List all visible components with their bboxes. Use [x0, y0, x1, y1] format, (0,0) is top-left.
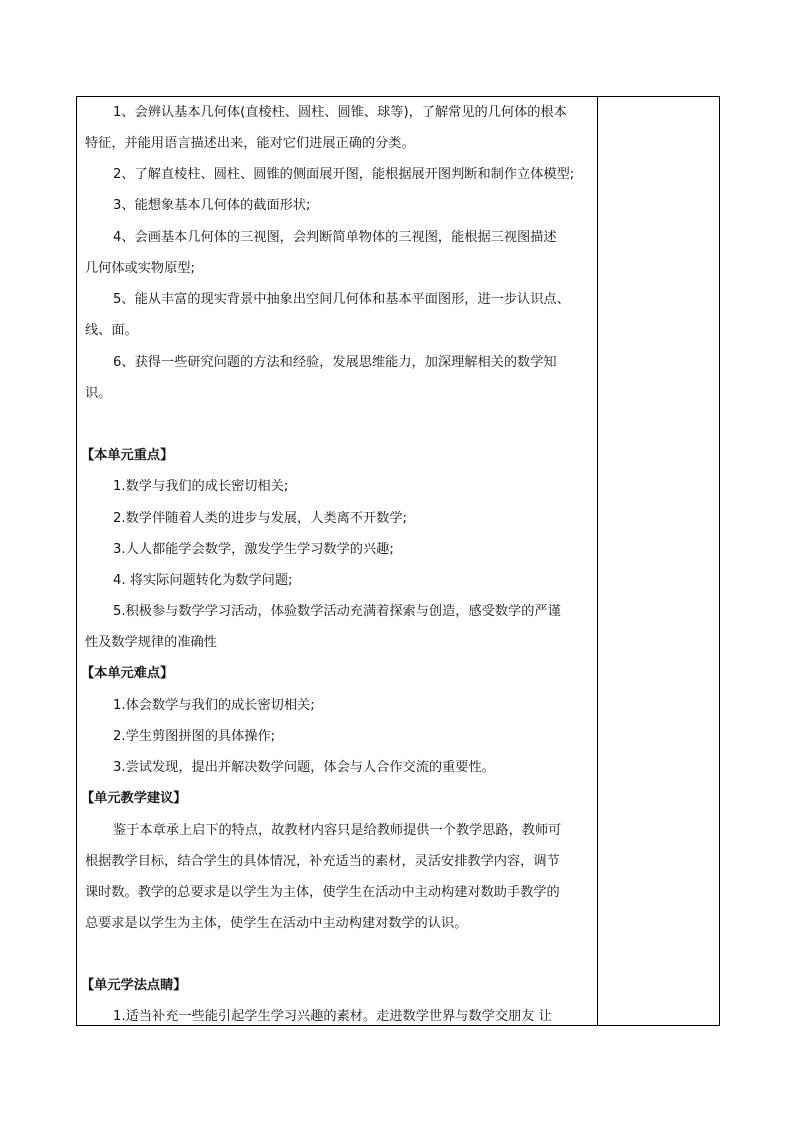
objective-line: 几何体或实物原型;: [85, 261, 195, 276]
difficulties-heading: 【本单元难点】: [81, 666, 174, 681]
objective-line: 1、会辨认基本几何体(直棱柱、圆柱、圆锥、球等)，了解常见的几何体的根本: [113, 105, 567, 120]
difficulty-line: 2.学生剪图拼图的具体操作;: [113, 729, 276, 744]
key-point-line: 4. 将实际问题转化为数学问题;: [113, 573, 293, 588]
objective-line: 6、获得一些研究问题的方法和经验，发展思维能力，加深理解相关的数学知: [113, 355, 557, 370]
objective-line: 特征，并能用语言描述出来，能对它们进展正确的分类。: [85, 136, 415, 151]
method-line: 1.适当补充一些能引起学生学习兴趣的素材。走进数学世界与数学交朋友 让: [113, 1009, 552, 1024]
objective-line: 5、能从丰富的现实背景中抽象出空间几何体和基本平面图形，进一步认识点、: [113, 292, 570, 307]
objective-line: 3、能想象基本几何体的截面形状;: [113, 198, 311, 213]
suggestions-heading: 【单元教学建议】: [81, 791, 187, 806]
key-point-line: 5.积极参与数学学习活动，体验数学活动充满着探索与创造，感受数学的严谨: [113, 604, 561, 619]
suggestion-line: 根据教学目标，结合学生的具体情况，补充适当的素材，灵活安排教学内容，调节: [85, 854, 560, 869]
objective-line: 识。: [85, 386, 112, 401]
difficulty-line: 1.体会数学与我们的成长密切相关;: [113, 698, 315, 713]
methods-heading: 【单元学法点睛】: [81, 978, 187, 993]
suggestion-line: 课时数。教学的总要求是以学生为主体，使学生在活动中主动构建对数助手教学的: [85, 885, 560, 900]
objective-line: 2、了解直棱柱、圆柱、圆锥的侧面展开图，能根据展开图判断和制作立体模型;: [113, 167, 575, 182]
suggestion-line: 鉴于本章承上启下的特点，故教材内容只是给教师提供一个教学思路，教师可: [113, 823, 562, 838]
key-point-line: 性及数学规律的准确性: [85, 635, 217, 650]
difficulty-line: 3.尝试发现，提出并解决数学问题，体会与人合作交流的重要性。: [113, 760, 495, 775]
key-point-line: 2.数学伴随着人类的进步与发展，人类离不开数学;: [113, 511, 407, 526]
key-point-line: 3.人人都能学会数学，激发学生学习数学的兴趣;: [113, 542, 394, 557]
key-points-heading: 【本单元重点】: [81, 448, 174, 463]
objective-line: 线、面。: [85, 323, 138, 338]
document-table: [76, 96, 720, 1026]
suggestion-line: 总要求是以学生为主体，使学生在活动中主动构建对数学的认识。: [85, 916, 468, 931]
key-point-line: 1.数学与我们的成长密切相关;: [113, 479, 289, 494]
column-divider: [597, 97, 598, 1025]
objective-line: 4、会画基本几何体的三视图，会判断简单物体的三视图，能根据三视图描述: [113, 230, 557, 245]
